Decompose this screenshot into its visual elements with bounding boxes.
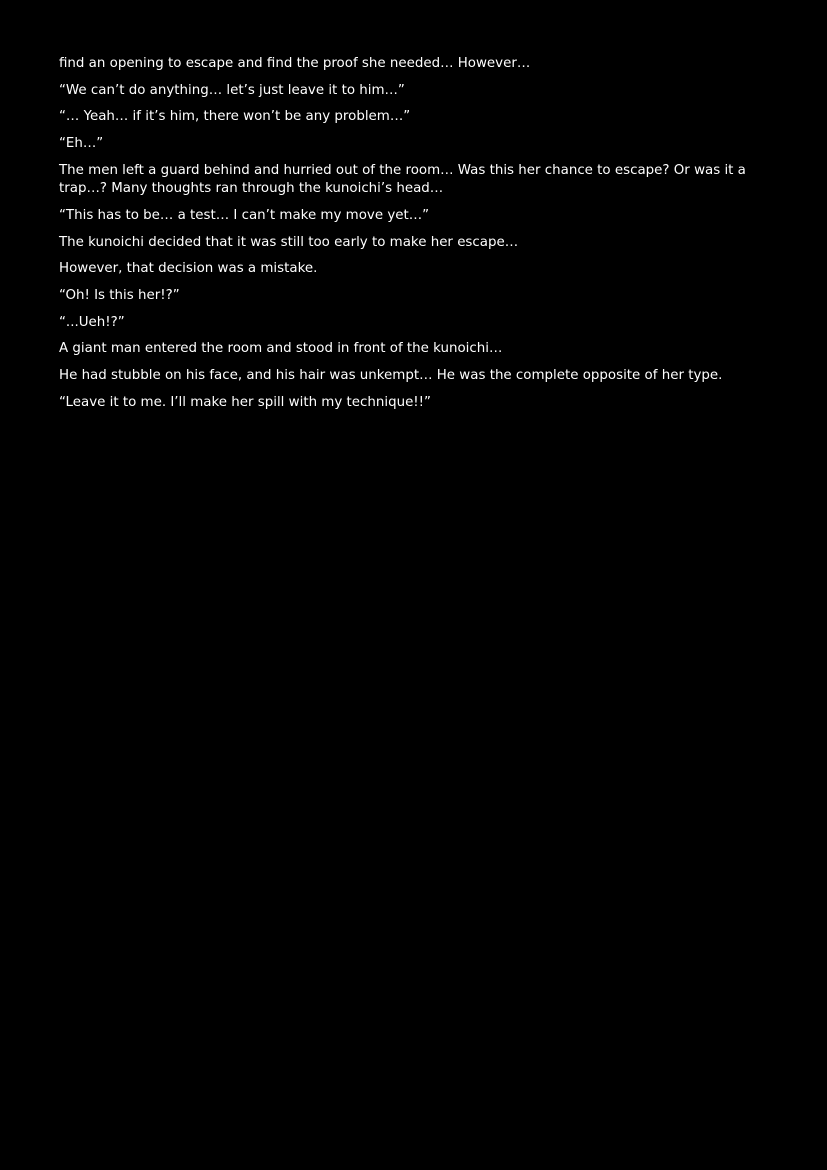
paragraph: He had stubble on his face, and his hair was unkempt… He was the complete opposite of her type. bbox=[59, 368, 723, 384]
paragraph: “Eh…” bbox=[59, 136, 104, 152]
paragraph: “This has to be… a test… I can’t make my move yet…” bbox=[59, 207, 430, 223]
paragraph: “Oh! Is this her!?” bbox=[59, 288, 180, 303]
paragraph: “… Yeah… if it’s him, there won’t be any problem…” bbox=[59, 109, 411, 125]
paragraph: A giant man entered the room and stood in front of the kunoichi… bbox=[59, 341, 503, 357]
document-page bbox=[59, 55, 759, 420]
paragraph: find an opening to escape and find the proof she needed… However… bbox=[59, 56, 531, 71]
paragraph: “...Ueh!?” bbox=[59, 314, 125, 330]
paragraph: The men left a guard behind and hurried out of the room… Was this her chance to escape? Or was it a trap…? Many thoughts ran through the kunoichi’s head… bbox=[59, 162, 746, 197]
paragraph: “We can’t do anything… let’s just leave it to him…” bbox=[59, 82, 405, 98]
paragraph: However, that decision was a mistake. bbox=[59, 261, 318, 277]
paragraph: “Leave it to me. I’ll make her spill with my technique!!” bbox=[59, 394, 431, 410]
paragraph: The kunoichi decided that it was still too early to make her escape… bbox=[59, 234, 519, 250]
